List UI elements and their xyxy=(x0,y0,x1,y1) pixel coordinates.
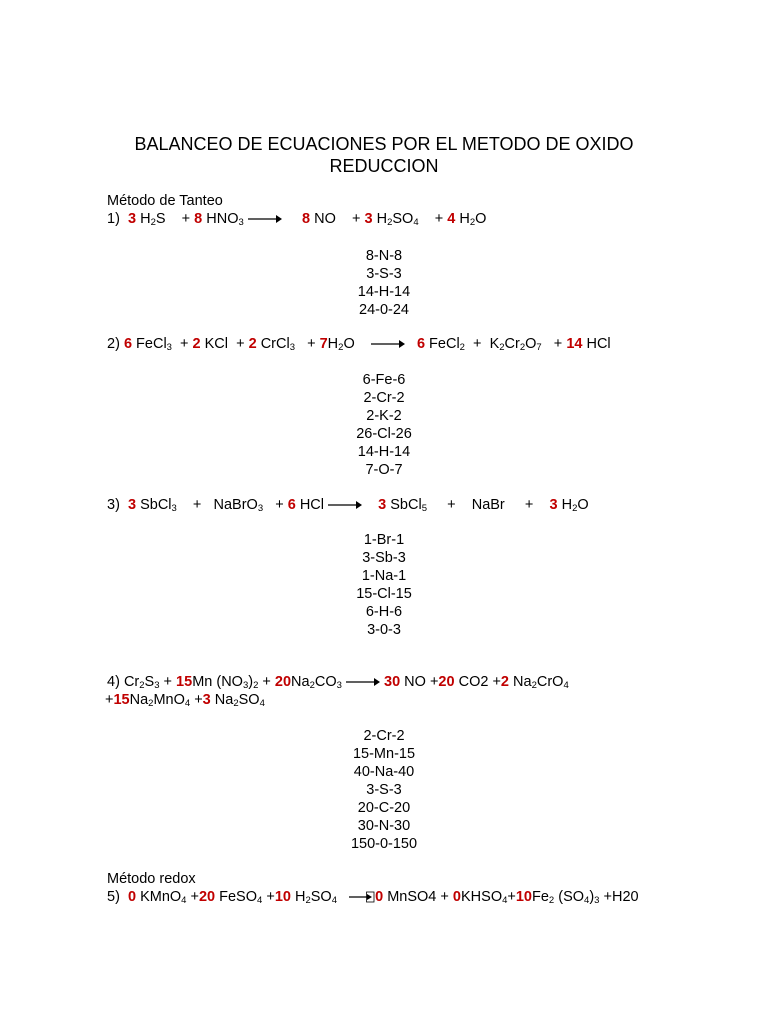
document-title xyxy=(0,133,768,177)
atom-tally-1 xyxy=(0,247,768,319)
tally-row: 8-N-8 xyxy=(365,248,403,264)
title-line-2: REDUCCION xyxy=(329,156,439,176)
atom-tally-2: 6-Fe-6 2-Cr-2 2-K-2 26-Cl-26 14-H-14 7-O-7 xyxy=(356,372,412,478)
equation-4-line-1: 4) $Cr_2S_3 + 15Mn$ $(NO_3)_2 + 20Na_2CO_3$ 30 NO +20 CO2 +2 $Na_2CrO_4$ xyxy=(107,674,569,691)
coefficient: 3 xyxy=(127,211,137,227)
reaction-arrow-icon xyxy=(328,500,362,510)
tally-row: 3-S-3 xyxy=(366,266,402,282)
reaction-arrow-icon xyxy=(346,677,380,687)
atom-tally-4: 2-Cr-2 15-Mn-15 40-Na-40 3-S-3 20-C-20 30-N-30 150-0-150 xyxy=(350,728,418,852)
equation-3: 3) 3 SbCl$_3$ + NaBrO$_3$ + 6 HCl 3 SbCl$_5$ + NaBr + 3 $H_2O$ xyxy=(107,497,589,514)
section-heading-tanteo: Método de Tanteo xyxy=(107,193,223,209)
tally-row: 24-0-24 xyxy=(359,302,409,318)
equation-1: 1) 3 $H_2S$ + 8 $HNO_3$ 8 NO + 3 $H_2SO_4$ + 4 $H_2O$ xyxy=(107,211,487,228)
atom-tally-3: 1-Br-1 3-Sb-3 1-Na-1 15-Cl-15 6-H-6 3-0-3 xyxy=(356,532,412,638)
equation-4-line-2: $+15Na_2MnO_4 +3$ $Na_2SO_4$ xyxy=(105,692,265,709)
reaction-arrow-icon xyxy=(349,891,375,903)
section-heading-redox: Método redox xyxy=(107,871,196,887)
coefficient: 3 xyxy=(364,211,373,227)
equation-2: 2) 6 FeCl$_3$ + 2 KCl + 2 CrCl$_3$ + $7H_2O$ 6 FeCl$_2$ + $K_2Cr_2O_7 + 14$ HCl xyxy=(107,336,611,353)
equation-5: 5) 0 KMnO$_4$ +20 FeSO$_4$ +10 $H_2SO_4$ 0 MnSO4 + $0KHSO_4+10Fe_2$ $(SO_4)_3 +H20$ xyxy=(107,889,639,906)
tally-row: 14-H-14 xyxy=(357,284,411,300)
coefficient: 8 xyxy=(194,211,203,227)
coefficient: 4 xyxy=(447,211,456,227)
coefficient: 8 xyxy=(301,211,311,227)
reaction-arrow-icon xyxy=(248,214,282,224)
equation-number: 1) xyxy=(107,211,120,227)
title-line-1: BALANCEO DE ECUACIONES POR EL METODO DE OXIDO xyxy=(134,134,634,154)
reaction-arrow-icon xyxy=(371,339,405,349)
